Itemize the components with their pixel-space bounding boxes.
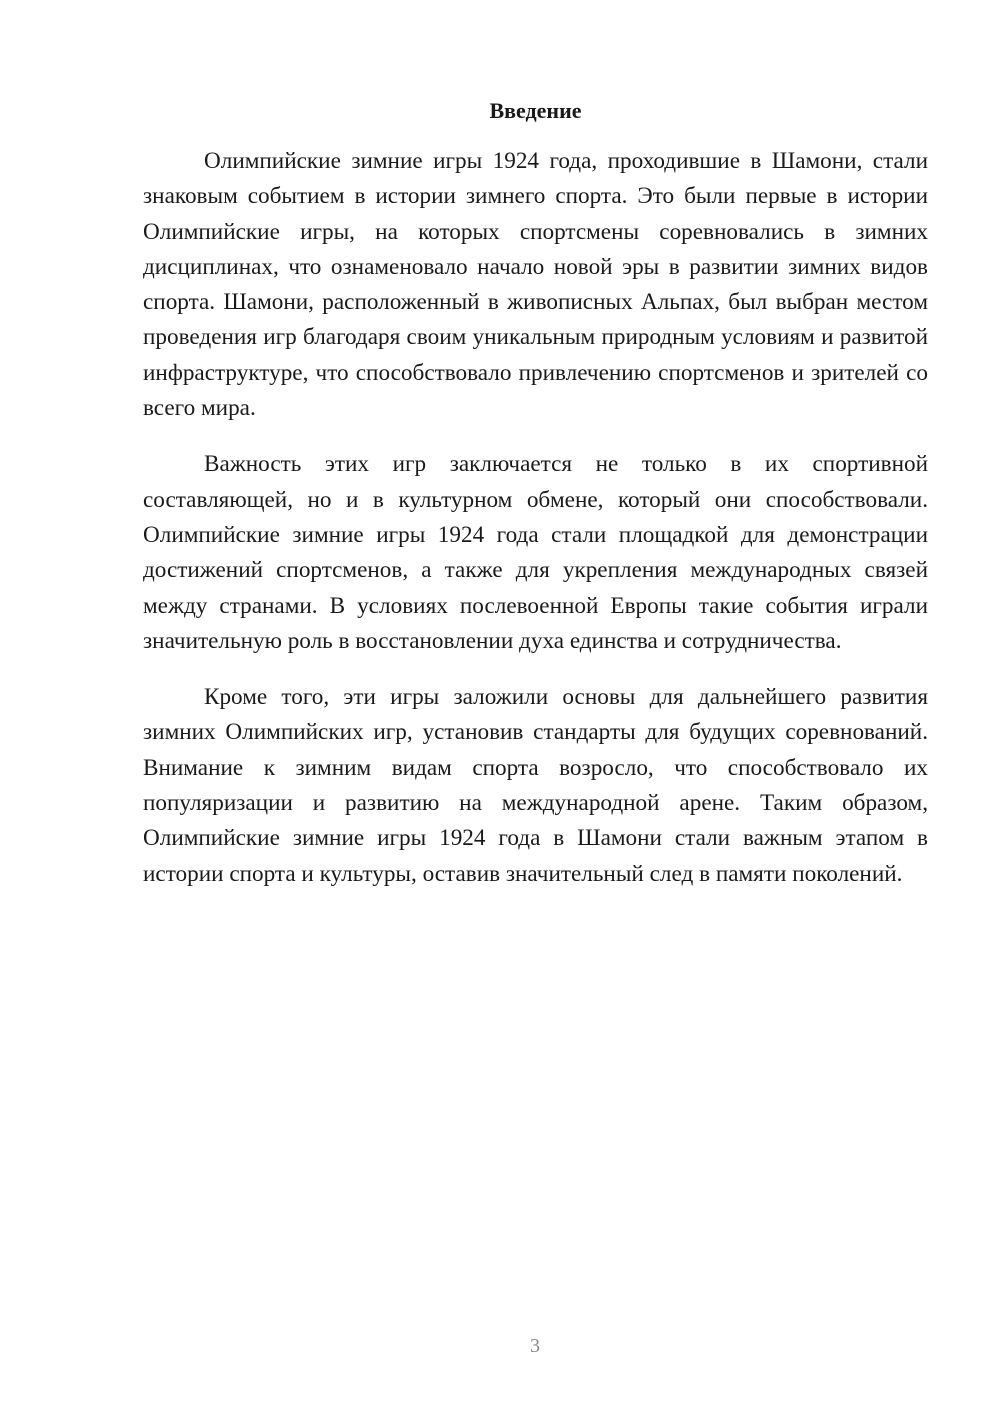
section-heading: Введение [489, 98, 582, 123]
paragraph: Важность этих игр заключается не только в их спортивной составляющей, но и в культурном обмене, который они способствовали. Олимпийские зимние игры 1924 года стали площадкой для демонстрации достижений спортсменов, а также для укрепления международных связей между странами. В условиях послевоенной Европы такие события играли значительную роль в восстановлении духа единства и сотрудничества. [143, 451, 928, 654]
paragraph: Кроме того, эти игры заложили основы для дальнейшего развития зимних Олимпийских игр, установив стандарты для будущих соревнований. Внимание к зимним видам спорта возросло, что способствовало их популяризации и развитию на международной арене. Таким образом, Олимпийские зимние игры 1924 года в Шамони стали важным этапом в истории спорта и культуры, оставив значительный след в памяти поколений. [143, 684, 928, 887]
page-number: 3 [530, 1335, 540, 1357]
body-text [143, 144, 928, 913]
paragraph: Олимпийские зимние игры 1924 года, проходившие в Шамони, стали знаковым событием в истории зимнего спорта. Это были первые в истории Олимпийские игры, на которых спортсмены соревновались в зимних дисциплинах, что ознаменовало начало новой эры в развитии зимних видов спорта. Шамони, расположенный в живописных Альпах, был выбран местом проведения игр благодаря своим уникальным природным условиям и развитой инфраструктуре, что способствовало привлечению спортсменов и зрителей со всего мира. [143, 148, 928, 422]
